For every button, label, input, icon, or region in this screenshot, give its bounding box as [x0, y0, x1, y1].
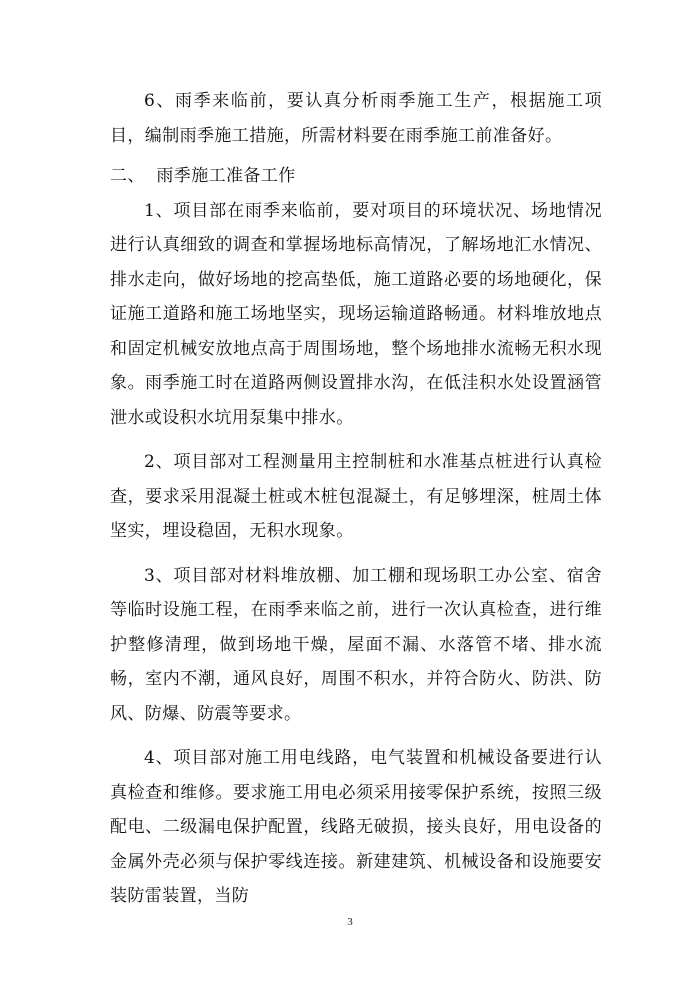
section-heading: 二、 雨季施工准备工作	[110, 166, 296, 186]
paragraph-item-3: 3、项目部对材料堆放棚、加工棚和现场职工办公室、宿舍等临时设施工程，在雨季来临之前，进行一次认真检查，进行维护整修清理，做到场地干燥，屋面不漏、水落管不堵、排水流畅，室内不潮，通风良好，周围不积水，并符合防火、防洪、防风、防爆、防震等要求。	[110, 565, 602, 724]
document-body	[110, 84, 602, 914]
paragraph-item-4: 4、项目部对施工用电线路，电气装置和机械设备要进行认真检查和维修。要求施工用电必须采用接零保护系统，按照三级配电、二级漏电保护配置，线路无破损，接头良好，用电设备的金属外壳必须与保护零线连接。新建建筑、机械设备和设施要安装防雷装置，当防	[110, 748, 602, 906]
paragraph-item-1: 1、项目部在雨季来临前，要对项目的环境状况、场地情况进行认真细致的调查和掌握场地标高情况，了解场地汇水情况、排水走向，做好场地的挖高垫低，施工道路必要的场地硬化，保证施工道路和施工场地坚实，现场运输道路畅通。材料堆放地点和固定机械安放地点高于周围场地，整个场地排水流畅无积水现象。雨季施工时在道路两侧设置排水沟，在低洼积水处设置涵管泄水或设积水坑用泵集中排水。	[110, 200, 602, 428]
paragraph-item-2: 2、项目部对工程测量用主控制桩和水准基点桩进行认真检查，要求采用混凝土桩或木桩包混凝土，有足够埋深，桩周土体坚实，埋设稳固，无积水现象。	[110, 452, 602, 541]
paragraph-item-6: 6、雨季来临前，要认真分析雨季施工生产，根据施工项目，编制雨季施工措施，所需材料要在雨季施工前准备好。	[110, 91, 602, 146]
page-number: 3	[347, 916, 353, 928]
